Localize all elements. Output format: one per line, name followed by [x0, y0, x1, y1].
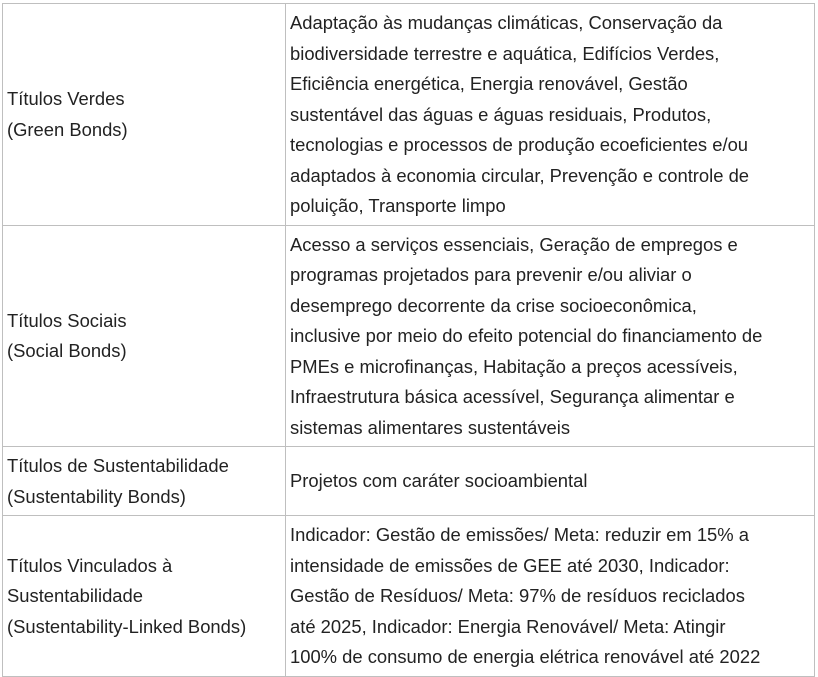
description-cell: Acesso a serviços essenciais, Geração de empregos e programas projetados para prevenir e/ou aliviar o desemprego decorrente da crise socioeconômica, inclusive por meio do efeito potencial do financiamento de PMEs e microfinanças, Habitação a preços acessíveis, Infraestrutura básica acessível, Segurança alimentar e sistemas alimentares sustentáveis — [286, 225, 815, 447]
table-row — [3, 225, 815, 447]
description-cell: Adaptação às mudanças climáticas, Conservação da biodiversidade terrestre e aquática, Edifícios Verdes, Eficiência energética, Energia renovável, Gestão sustentável das águas e águas residuais, Produtos, tecnologias e processos de produção ecoeficientes e/ou adaptados à economia circular, Prevenção e controle de poluição, Transporte limpo — [286, 4, 815, 226]
category-cell: Títulos Sociais (Social Bonds) — [3, 225, 286, 447]
category-cell: Títulos Vinculados à Sustentabilidade (Sustentability-Linked Bonds) — [3, 516, 286, 677]
bonds-table — [2, 3, 815, 677]
description-cell: Projetos com caráter socioambiental — [286, 447, 815, 516]
category-cell: Títulos de Sustentabilidade (Sustentability Bonds) — [3, 447, 286, 516]
category-cell: Títulos Verdes (Green Bonds) — [3, 4, 286, 226]
table-row — [3, 4, 815, 226]
description-cell: Indicador: Gestão de emissões/ Meta: reduzir em 15% a intensidade de emissões de GEE até 2030, Indicador: Gestão de Resíduos/ Meta: 97% de resíduos reciclados até 2025, Indicador: Energia Renovável/ Meta: Atingir 100% de consumo de energia elétrica renovável até 2022 — [286, 516, 815, 677]
table-row — [3, 447, 815, 516]
